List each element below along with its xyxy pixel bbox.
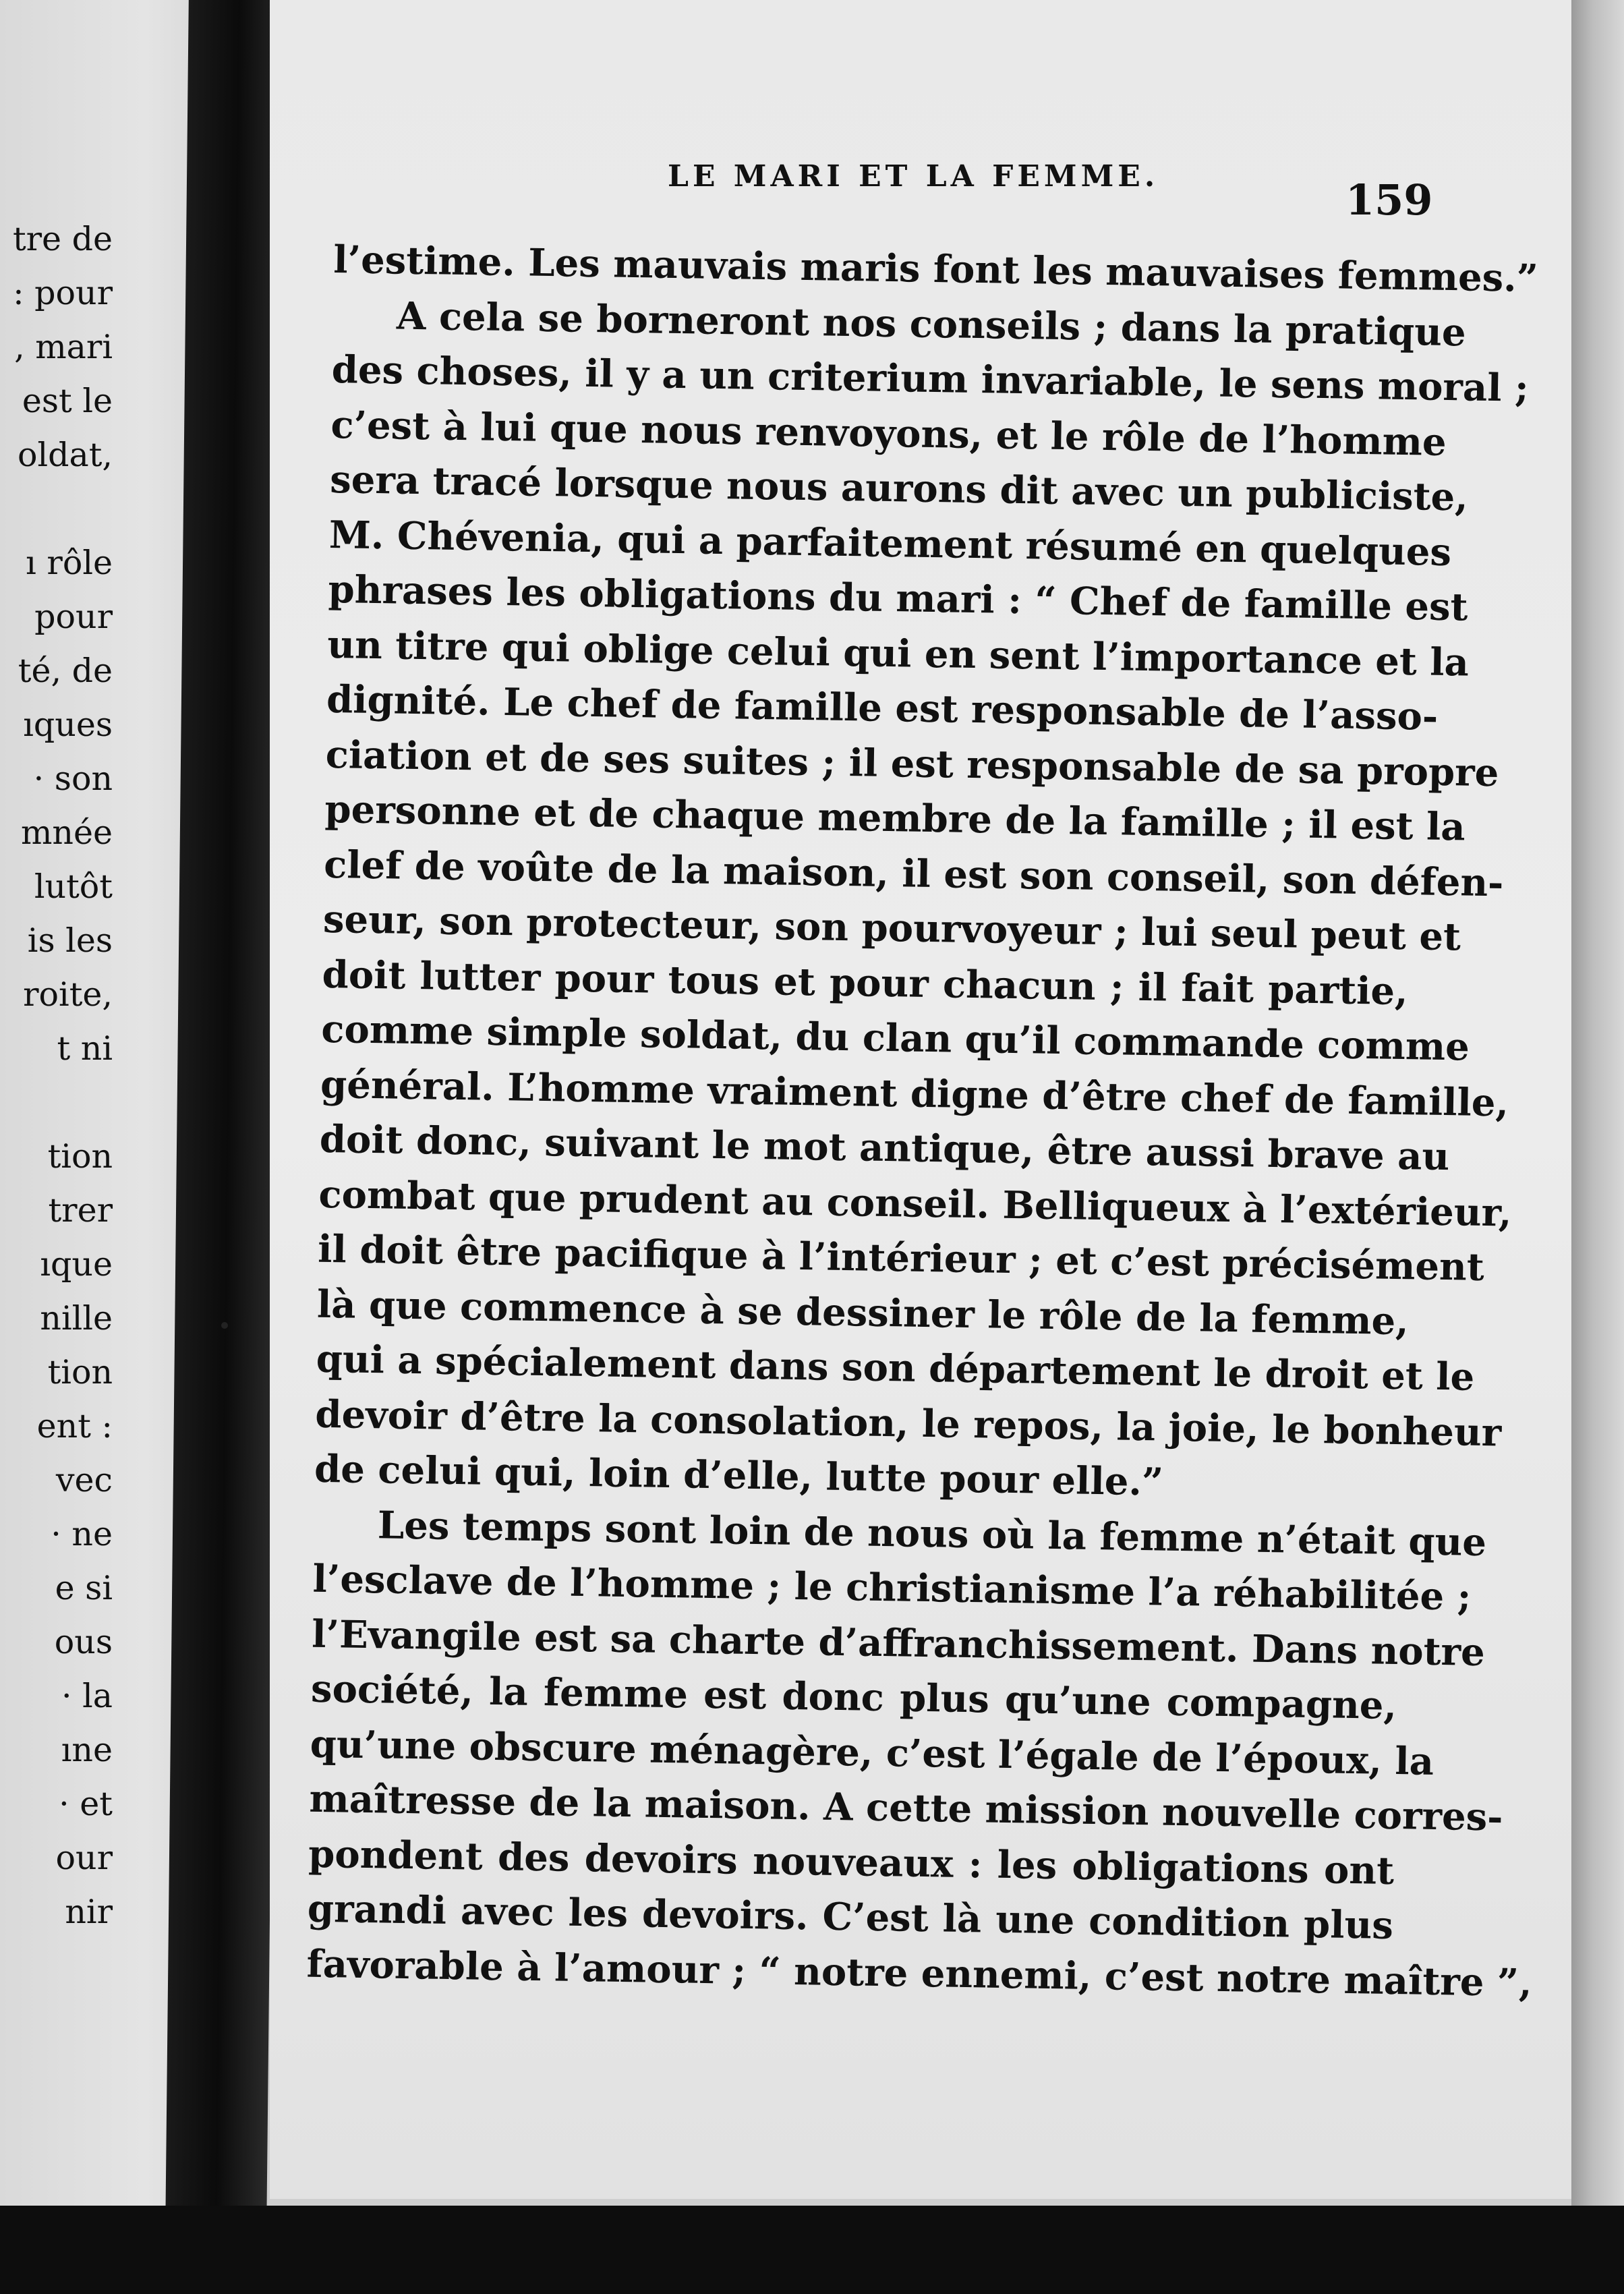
left-page-text [0, 212, 118, 1939]
left-page-line: ıques [23, 706, 113, 744]
text-line: phrases les obligations du mari : “ Chef de famille est [328, 567, 1468, 630]
text-line: c’est à lui que nous renvoyons, et le rôle de l’homme [330, 402, 1447, 465]
left-page-line: tion [47, 1137, 113, 1176]
text-line: société, la femme est donc plus qu’une compagne, [310, 1666, 1397, 1729]
left-page-line: our [55, 1839, 113, 1877]
left-page-line [0, 1076, 118, 1130]
text-line: devoir d’être la consolation, le repos, la joie, le bonheur [314, 1392, 1502, 1455]
text-line: sera tracé lorsque nous aurons dit avec un publiciste, [329, 457, 1469, 520]
left-page-line: lutôt [34, 867, 113, 906]
left-page-line: ıque [40, 1245, 113, 1284]
text-line: Les temps sont loin de nous où la femme n’était que [377, 1502, 1487, 1565]
left-page-line: vec [55, 1461, 113, 1499]
left-page-line: nille [40, 1299, 113, 1338]
left-page-line: roite, [23, 975, 113, 1014]
left-page-line: pour [34, 598, 113, 636]
left-page-line: is les [27, 921, 113, 960]
page-number: 159 [1345, 175, 1433, 225]
left-page-line: oldat, [17, 436, 113, 474]
left-page-line: nir [65, 1893, 113, 1931]
text-line: qu’une obscure ménagère, c’est l’égale de l’époux, la [310, 1721, 1434, 1784]
text-line: doit donc, suivant le mot antique, être aussi brave au [319, 1116, 1450, 1180]
text-line: comme simple soldat, du clan qu’il commande comme [320, 1006, 1470, 1070]
left-page-line: té, de [18, 652, 113, 690]
left-page-line: ous [54, 1623, 113, 1661]
left-page-line: e si [55, 1569, 113, 1607]
running-title: LE MARI ET LA FEMME. [668, 159, 1159, 194]
left-page-line: · son [33, 759, 113, 798]
left-page-line: · et [59, 1785, 113, 1823]
text-line: dignité. Le chef de famille est responsable de l’asso- [326, 677, 1439, 739]
text-line: l’estime. Les mauvais maris font les mauvaises femmes.” [332, 237, 1539, 302]
left-page-line: ıne [61, 1731, 113, 1769]
left-page-line: , mari [14, 328, 113, 366]
left-page-line [0, 482, 118, 536]
text-line: là que commence à se dessiner le rôle de la femme, [316, 1282, 1410, 1344]
text-line: seur, son protecteur, son pourvoyeur ; lui seul peut et [322, 896, 1461, 960]
text-line: de celui qui, loin d’elle, lutte pour elle.” [314, 1446, 1164, 1505]
text-line: maîtresse de la maison. A cette mission nouvelle corres- [309, 1776, 1503, 1840]
text-line: ciation et de ses suites ; il est responsable de sa propre [325, 732, 1499, 795]
text-line: général. L’homme vraiment digne d’être chef de famille, [320, 1062, 1509, 1126]
left-page-line: · la [61, 1677, 113, 1715]
page-edge [1571, 0, 1624, 2294]
text-line: personne et de chaque membre de la famille ; il est la [324, 786, 1466, 850]
text-line: pondent des devoirs nouveaux : les obligations ont [308, 1831, 1395, 1893]
text-line: il doit être pacifique à l’intérieur ; et c’est précisément [317, 1226, 1485, 1290]
text-line: favorable à l’amour ; “ notre ennemi, c’est notre maître ”, [306, 1941, 1533, 2005]
scan-border [0, 2206, 1624, 2294]
left-page-line: tion [47, 1353, 113, 1392]
text-line: A cela se borneront nos conseils ; dans la pratique [396, 293, 1467, 355]
text-line: combat que prudent au conseil. Belliqueux à l’extérieur, [318, 1172, 1513, 1236]
text-line: des choses, il y a un criterium invariable, le sens moral ; [331, 347, 1530, 411]
text-line: l’esclave de l’homme ; le christianisme l’a réhabilitée ; [312, 1556, 1472, 1619]
text-line: un titre qui oblige celui qui en sent l’importance et la [326, 622, 1470, 685]
left-page-line: ent : [36, 1407, 113, 1445]
left-page-line: trer [48, 1191, 113, 1230]
left-page-line: : pour [13, 274, 113, 312]
body-text [306, 233, 1539, 2009]
text-line: M. Chévenia, qui a parfaitement résumé en quelques [328, 512, 1452, 575]
text-line: doit lutter pour tous et pour chacun ; il fait partie, [322, 952, 1409, 1014]
text-line: clef de voûte de la maison, il est son conseil, son défen- [323, 842, 1504, 905]
scan-speck [221, 1322, 228, 1329]
text-line: qui a spécialement dans son département le droit et le [316, 1336, 1475, 1400]
left-page-line: est le [22, 382, 113, 420]
left-page-line: t ni [57, 1029, 113, 1068]
left-page-line: tre de [12, 220, 113, 258]
left-page-line: ı rôle [26, 544, 113, 582]
text-line: grandi avec les devoirs. C’est là une condition plus [307, 1886, 1394, 1948]
left-page-line: mnée [20, 813, 113, 852]
text-line: l’Evangile est sa charte d’affranchissement. Dans notre [311, 1611, 1486, 1675]
left-page-line: · ne [51, 1515, 113, 1553]
